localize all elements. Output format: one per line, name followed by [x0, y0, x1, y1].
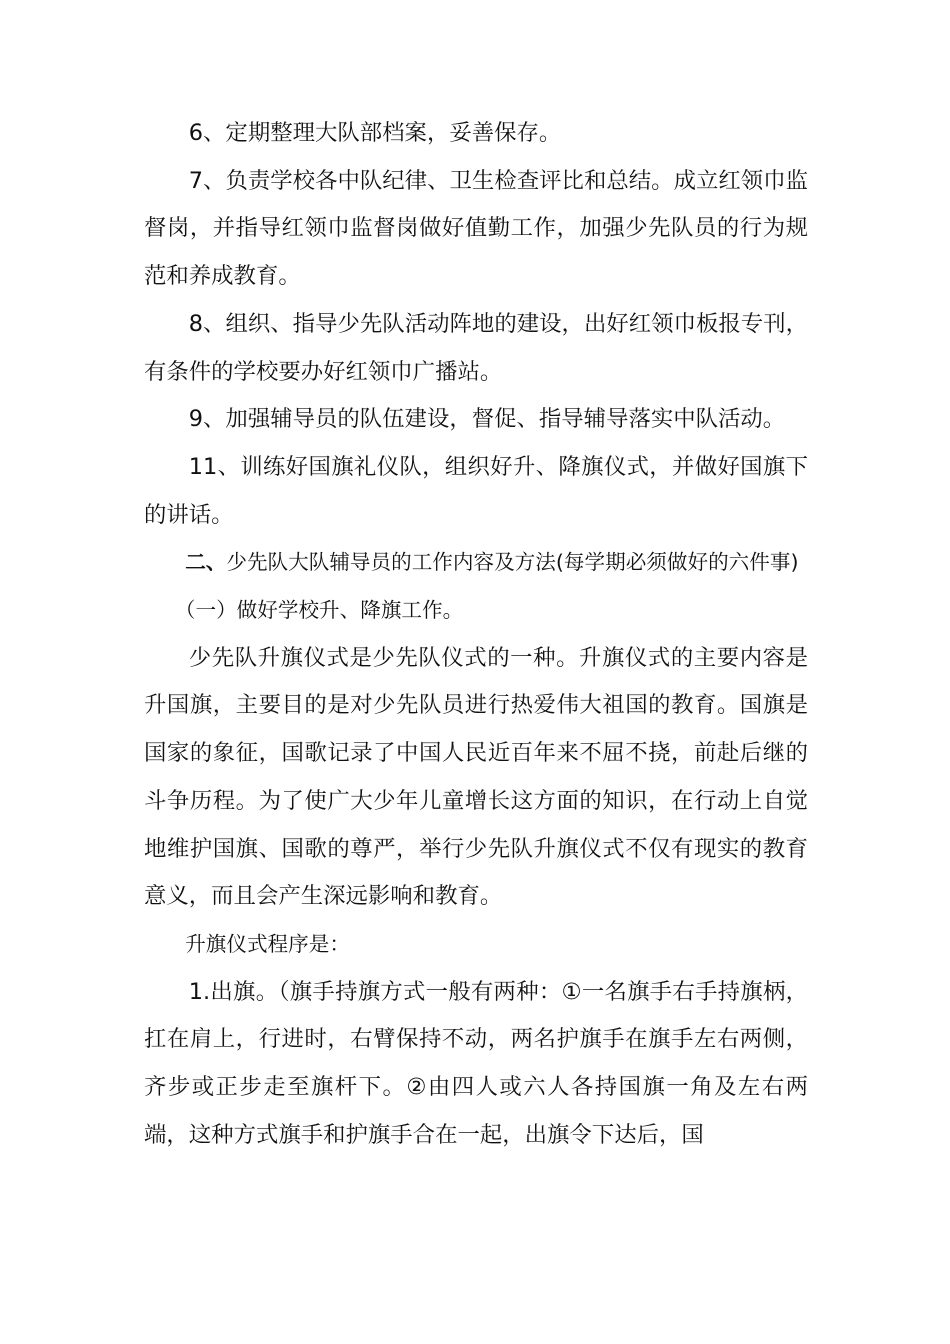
procedure-label: 升旗仪式程序是：	[185, 931, 350, 956]
section-heading-2	[144, 539, 808, 587]
document-page	[144, 110, 808, 1159]
paragraph-item-9: 9、加强辅导员的队伍建设，督促、指导辅导落实中队活动。	[188, 406, 786, 433]
subsection-heading-1: （一）做好学校升、降旗工作。	[174, 598, 464, 623]
body-paragraph-intro: 少先队升旗仪式是少先队仪式的一种。升旗仪式的主要内容是升国旗，主要目的是对少先队员进行热爱伟大祖国的教育。国旗是国家的象征，国歌记录了中国人民近百年来不屈不挠，前赴后继的斗争历程。为了使广大少年儿童增长这方面的知识，在行动上自觉地维护国旗、国歌的尊严，举行少先队升旗仪式不仅有现实的教育意义，而且会产生深远影响和教育。	[144, 644, 808, 910]
section-title: 少先队大队辅导员的工作内容及方法(每学期必须做好的六件事)	[226, 550, 799, 575]
procedure-step-1: 1.出旗。（旗手持旗方式一般有两种：①一名旗手右手持旗柄，扛在肩上，行进时，右臂保持不动，两名护旗手在旗手左右两侧，齐步或正步走至旗杆下。②由四人或六人各持国旗一角及左右两端，这种方式旗手和护旗手合在一起，出旗令下达后，国	[144, 978, 808, 1148]
paragraph-item-7: 7、负责学校各中队纪律、卫生检查评比和总结。成立红领巾监督岗，并指导红领巾监督岗做好值勤工作，加强少先队员的行为规范和养成教育。	[144, 167, 808, 290]
paragraph-item-11: 11、训练好国旗礼仪队，组织好升、降旗仪式，并做好国旗下的讲话。	[144, 453, 808, 528]
paragraph-item-8: 8、组织、指导少先队活动阵地的建设，出好红领巾板报专刊，有条件的学校要办好红领巾广播站。	[144, 310, 808, 385]
paragraph-item-6: 6、定期整理大队部档案，妥善保存。	[188, 120, 562, 146]
section-number: 二、	[185, 550, 227, 575]
